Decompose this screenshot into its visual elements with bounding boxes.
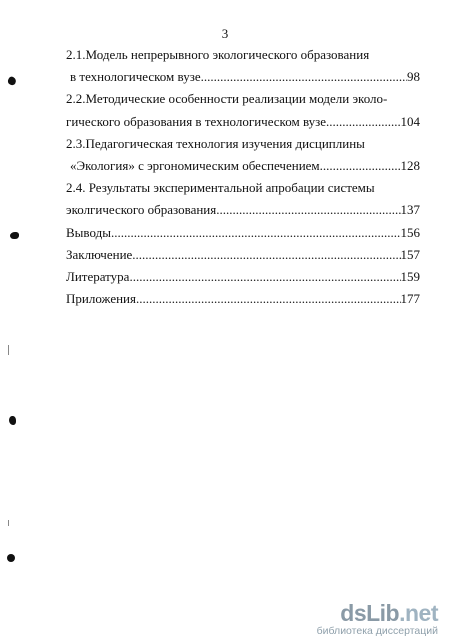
toc-entry-2-3-title-cont: «Экология» с эргономическим обеспечением [70, 158, 320, 174]
toc-entry-appendices-title: Приложения [66, 291, 136, 307]
dot-leader [201, 66, 407, 88]
toc-entry-2-4-title-cont: эколгического образования [66, 202, 217, 218]
toc-entry-2-1-leader [66, 66, 420, 88]
toc-entry-conclusion [66, 244, 420, 266]
toc-entry-2-2-title: 2.2.Методические особенности реализации модели эколо- [66, 91, 388, 107]
toc-entry-literature-title: Литература [66, 269, 130, 285]
dot-leader [132, 244, 400, 266]
scan-mark [7, 554, 15, 562]
toc-entry-2-3-page: 128 [400, 158, 420, 174]
scan-edge-line [8, 520, 9, 526]
toc-entry-2-4-page: 137 [400, 202, 420, 218]
toc-entry-2-4-leader [66, 199, 420, 221]
dot-leader [111, 222, 401, 244]
dot-leader [320, 155, 401, 177]
page-number: 3 [221, 26, 229, 41]
toc-entry-appendices [66, 288, 420, 310]
dot-leader [326, 111, 400, 133]
toc-entry-2-1-title-cont: в технологическом вузе [70, 69, 201, 85]
watermark-logo [317, 601, 438, 625]
toc-entry-literature [66, 266, 420, 288]
toc-entry-appendices-page: 177 [400, 291, 420, 307]
toc-entry-2-4-title: 2.4. Результаты экспериментальной апробации системы [66, 180, 375, 196]
dot-leader [129, 266, 400, 288]
scan-mark [10, 232, 19, 239]
toc-entry-2-2-title-cont: гического образования в технологическом вузе [66, 113, 327, 129]
toc-entry-conclusion-title: Заключение [66, 246, 133, 262]
table-of-contents [66, 44, 420, 310]
toc-entry-2-3-leader [66, 155, 420, 177]
toc-entry-2-1-title: 2.1.Модель непрерывного экологического образования [66, 47, 370, 62]
toc-entry-conclusions-short-page: 156 [400, 224, 420, 240]
watermark-caption: библиотека диссертаций [316, 625, 438, 637]
toc-entry-2-3-title: 2.3.Педагогическая технология изучения дисциплины [66, 135, 365, 151]
dot-leader [136, 288, 401, 310]
toc-entry-2-1-page: 98 [407, 69, 420, 85]
scan-edge-line [8, 345, 9, 355]
toc-entry-conclusions-short [66, 222, 420, 244]
toc-entry-literature-page: 159 [400, 269, 420, 285]
toc-entry-conclusions-short-title: Выводы [66, 224, 111, 240]
scan-mark [7, 76, 18, 87]
toc-entry-2-2-page: 104 [400, 113, 420, 129]
watermark-logo-main: dsLib [340, 600, 400, 626]
scan-mark [9, 416, 16, 425]
dot-leader [216, 199, 400, 221]
watermark-logo-tld: .net [399, 600, 438, 626]
toc-entry-conclusion-page: 157 [400, 246, 420, 262]
watermark [317, 601, 438, 637]
toc-entry-2-2-leader [66, 111, 420, 133]
